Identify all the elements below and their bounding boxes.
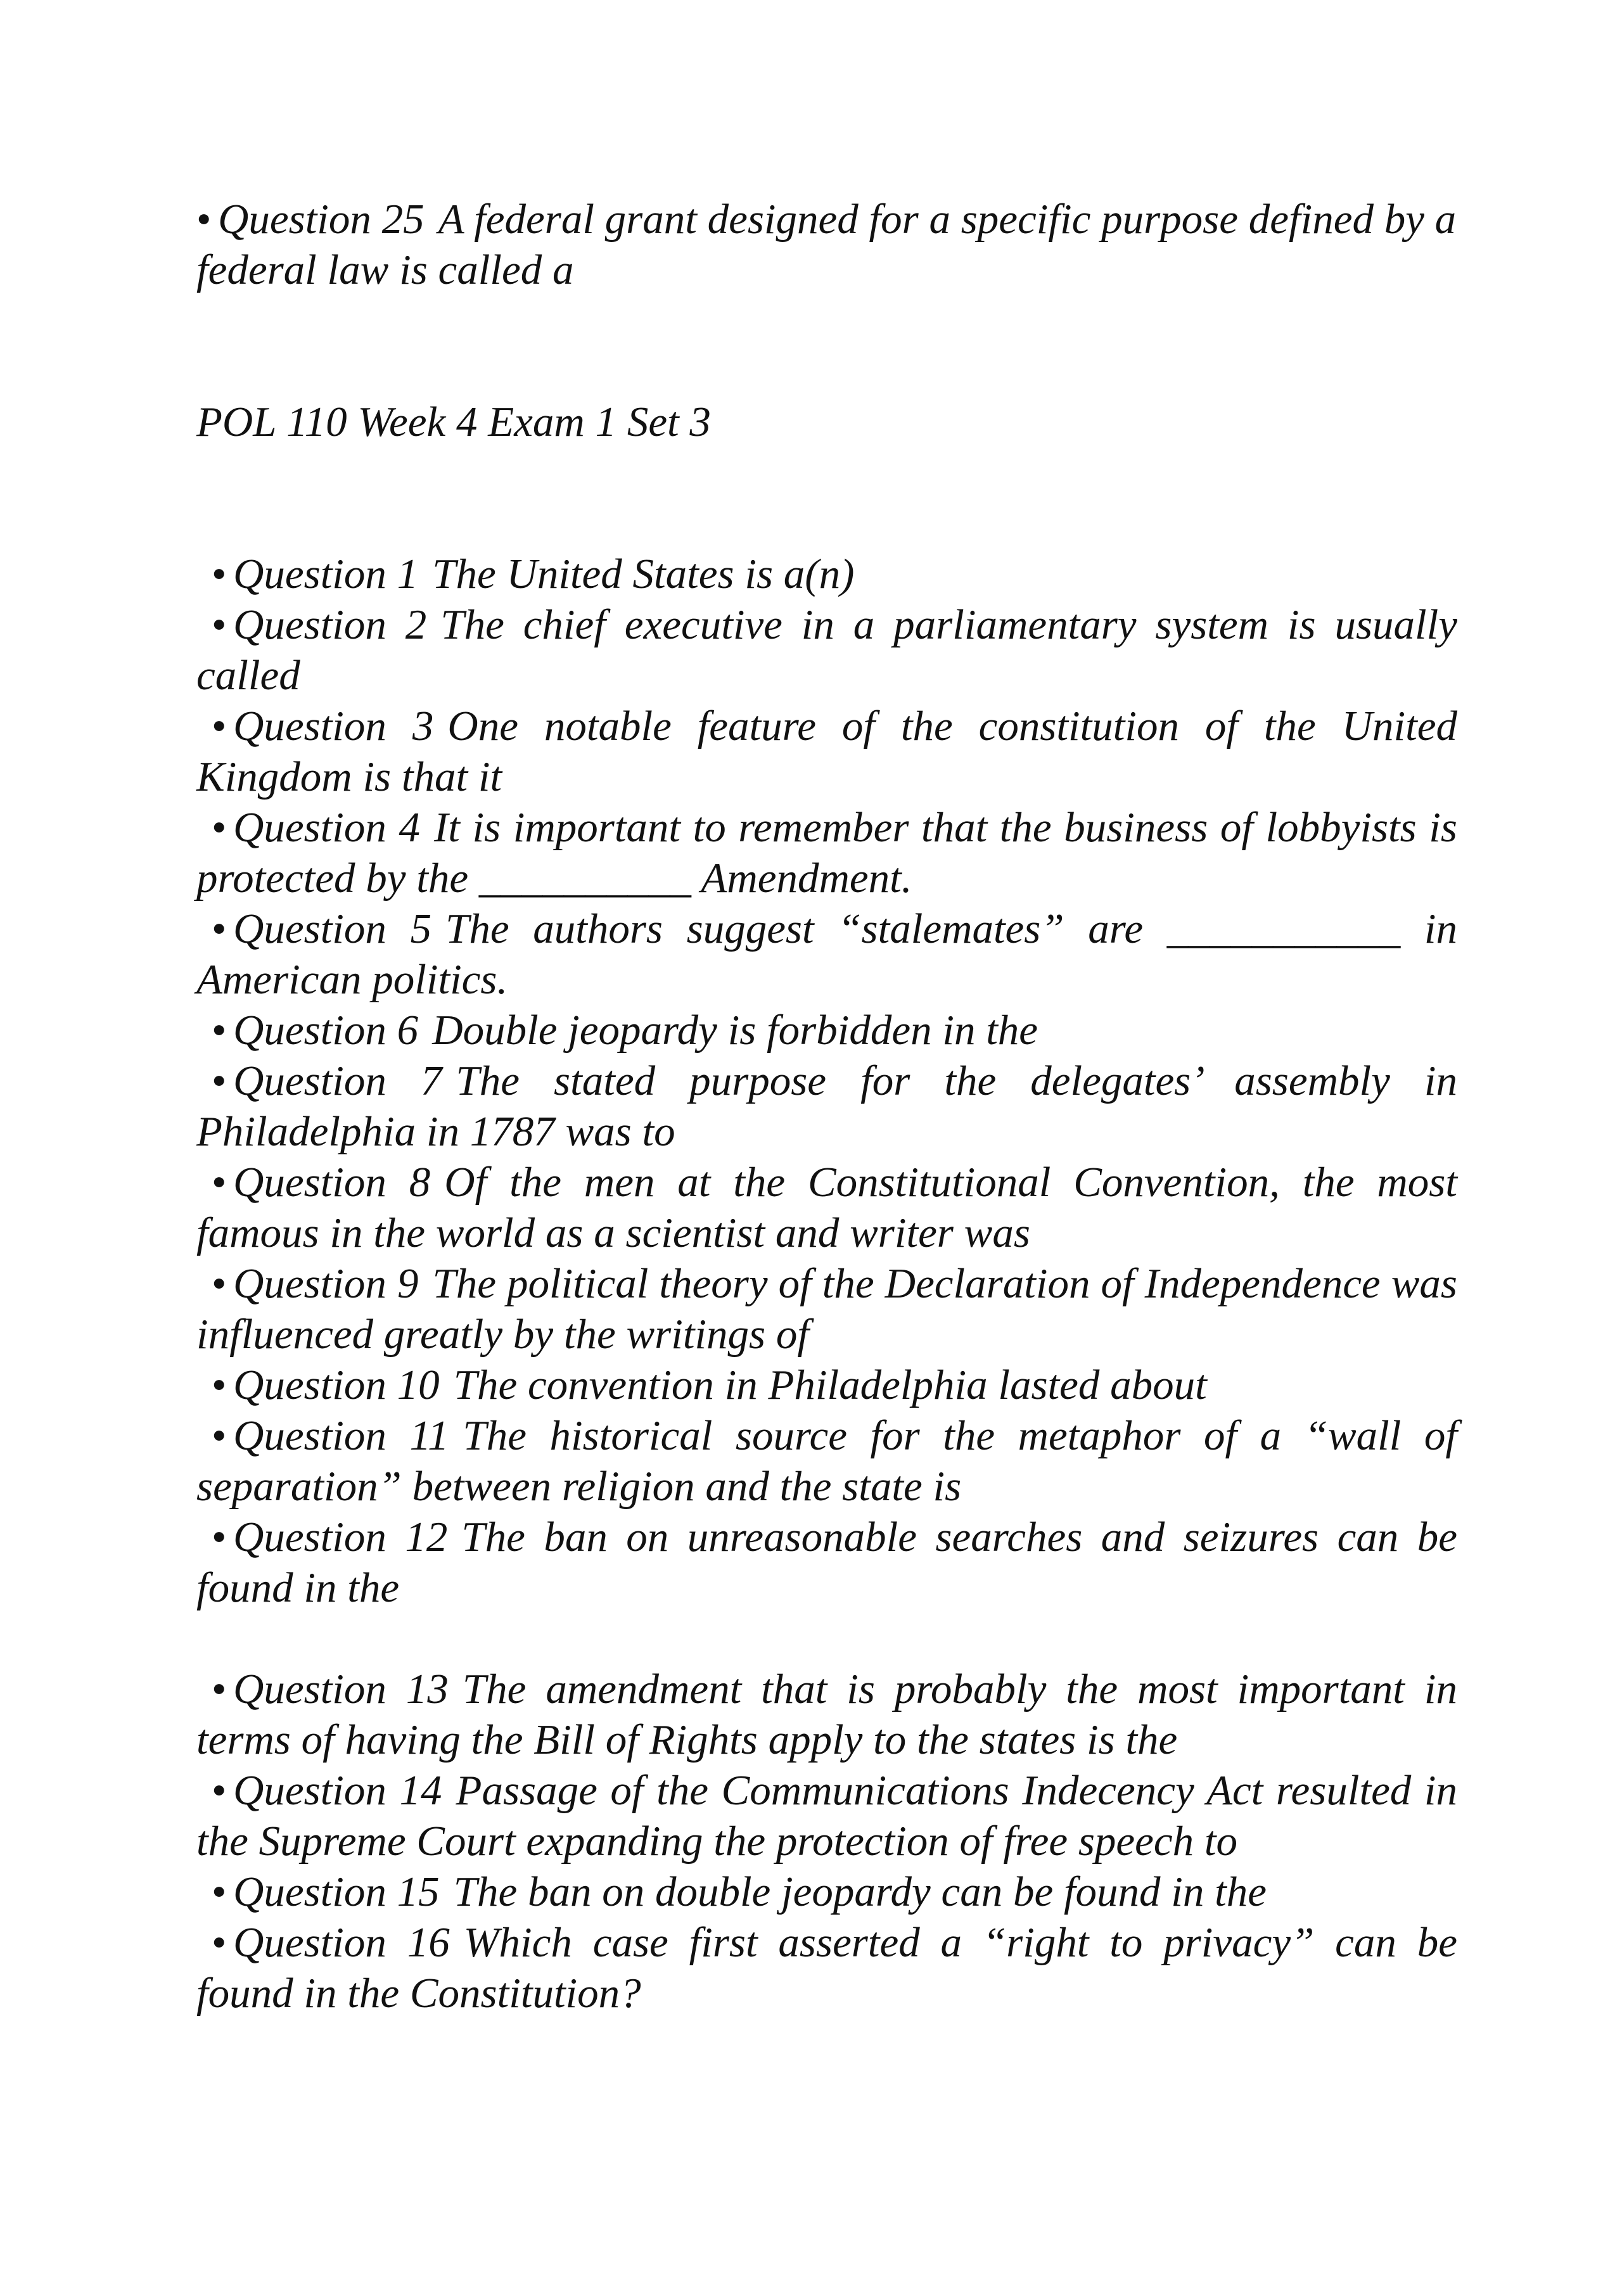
question-label: Question 25 — [218, 196, 425, 243]
bullet: • — [212, 601, 227, 648]
bullet: • — [212, 551, 227, 597]
question-item — [196, 1258, 1457, 1360]
question-item — [196, 549, 1457, 599]
question-label: Question 10 — [233, 1362, 440, 1408]
question-list — [196, 549, 1457, 2019]
question-text: The chief executive in a parliamentary system is usually called — [196, 601, 1457, 699]
bullet: • — [212, 905, 227, 952]
question-item — [196, 1765, 1457, 1866]
question-text: The amendment that is probably the most important in terms of having the Bill of Rights apply to the states is the — [196, 1666, 1457, 1763]
question-label: Question 7 — [233, 1057, 442, 1104]
question-label: Question 12 — [233, 1514, 448, 1560]
question-item — [196, 701, 1457, 802]
question-label: Question 1 — [233, 551, 419, 597]
question-item — [196, 1410, 1457, 1512]
question-text: The authors suggest “stalemates” are ___________ in American politics. — [196, 905, 1457, 1003]
bullet: • — [212, 1007, 227, 1054]
bullet: • — [212, 1412, 227, 1459]
question-text: Which case first asserted a “right to privacy” can be found in the Constitution? — [196, 1919, 1457, 2017]
question-text: The stated purpose for the delegates’ assembly in Philadelphia in 1787 was to — [196, 1057, 1457, 1155]
question-label: Question 8 — [233, 1159, 431, 1206]
question-label: Question 9 — [233, 1260, 419, 1307]
question-text: The historical source for the metaphor of a “wall of separation” between religion and the state is — [196, 1412, 1457, 1510]
question-label: Question 5 — [233, 905, 432, 952]
question-text: A federal grant designed for a specific purpose defined by a federal law is called a — [196, 196, 1457, 293]
question-label: Question 16 — [233, 1919, 450, 1966]
question-text: It is important to remember that the business of lobbyists is protected by the __________ Amendment. — [196, 804, 1457, 902]
question-text: The ban on double jeopardy can be found in the — [453, 1868, 1267, 1915]
question-item — [196, 1512, 1457, 1613]
bullet: • — [212, 1514, 227, 1560]
question-item — [196, 1056, 1457, 1157]
bullet: • — [212, 1767, 227, 1814]
question-item — [196, 1917, 1457, 2019]
exam-heading: POL 110 Week 4 Exam 1 Set 3 — [196, 399, 711, 445]
question-label: Question 3 — [233, 703, 434, 749]
question-item — [196, 1157, 1457, 1258]
bullet: • — [196, 196, 212, 243]
bullet: • — [212, 1919, 227, 1966]
bullet: • — [212, 1666, 227, 1712]
question-text: Of the men at the Constitutional Convention, the most famous in the world as a scientist and writer was — [196, 1159, 1457, 1256]
bullet: • — [212, 1159, 227, 1206]
question-text: The United States is a(n) — [432, 551, 855, 597]
bullet: • — [212, 1057, 227, 1104]
question-label: Question 2 — [233, 601, 427, 648]
question-label: Question 4 — [233, 804, 420, 851]
question-label: Question 14 — [233, 1767, 442, 1814]
question-item — [196, 1664, 1457, 1765]
question-item — [196, 802, 1457, 903]
question-item — [196, 1866, 1457, 1917]
question-label: Question 13 — [233, 1666, 449, 1712]
question-item — [196, 1005, 1457, 1056]
question-label: Question 15 — [233, 1868, 440, 1915]
bullet: • — [212, 1362, 227, 1408]
question-label: Question 11 — [233, 1412, 449, 1459]
question-text: Double jeopardy is forbidden in the — [432, 1007, 1038, 1054]
bullet: • — [212, 703, 227, 749]
bullet: • — [212, 1868, 227, 1915]
question-item — [196, 599, 1457, 701]
bullet: • — [212, 804, 227, 851]
question-text: The convention in Philadelphia lasted about — [453, 1362, 1207, 1408]
question-item — [196, 1360, 1457, 1410]
question-label: Question 6 — [233, 1007, 419, 1054]
bullet: • — [212, 1260, 227, 1307]
intro-question — [196, 194, 1457, 295]
question-text: The ban on unreasonable searches and seizures can be found in the — [196, 1514, 1457, 1611]
question-text: The political theory of the Declaration of Independence was influenced greatly by the writings of — [196, 1260, 1457, 1358]
question-item — [196, 903, 1457, 1005]
question-text: One notable feature of the constitution of the United Kingdom is that it — [196, 703, 1457, 800]
document-body — [196, 194, 1457, 2019]
question-text: Passage of the Communications Indecency Act resulted in the Supreme Court expanding the protection of free speech to — [196, 1767, 1457, 1865]
